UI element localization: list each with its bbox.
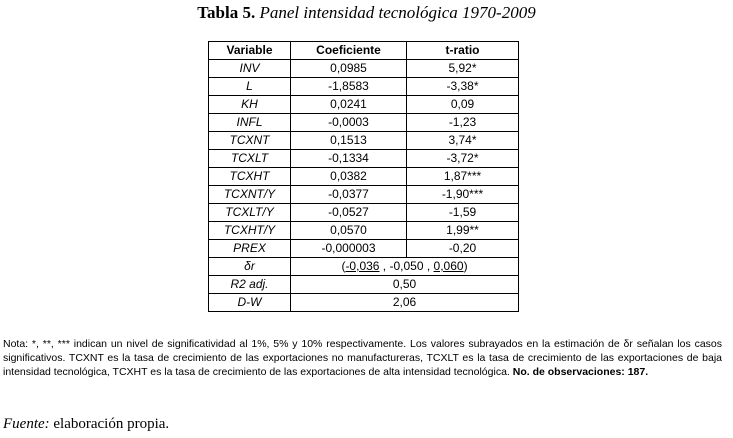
header-variable: Variable [209, 42, 291, 60]
table-row [209, 132, 519, 150]
row-t-ratio: 1,87*** [407, 168, 519, 186]
row-variable: INV [209, 60, 291, 78]
row-coefficient: 0,0570 [291, 222, 407, 240]
table-row [209, 222, 519, 240]
row-coefficient: 0,0985 [291, 60, 407, 78]
row-coefficient: -0,0377 [291, 186, 407, 204]
row-t-ratio: -3,38* [407, 78, 519, 96]
header-coeficiente: Coeficiente [291, 42, 407, 60]
r2-label: R2 adj. [209, 276, 291, 294]
table-row [209, 60, 519, 78]
table-note [3, 337, 722, 379]
row-variable: TCXNT [209, 132, 291, 150]
row-coefficient: -0,0003 [291, 114, 407, 132]
table-row [209, 168, 519, 186]
delta-values: (-0,036 , -0,050 , 0,060) [291, 258, 519, 276]
source-text: elaboración propia. [53, 416, 170, 432]
table-row [209, 186, 519, 204]
row-variable: KH [209, 96, 291, 114]
table-row [209, 78, 519, 96]
row-variable: TCXHT [209, 168, 291, 186]
table-row [209, 114, 519, 132]
row-coefficient: 0,0241 [291, 96, 407, 114]
delta-value: -0,050 [389, 259, 424, 273]
dw-value: 2,06 [291, 294, 519, 312]
dw-row [209, 294, 519, 312]
row-variable: TCXLT/Y [209, 204, 291, 222]
row-variable: INFL [209, 114, 291, 132]
table-row [209, 204, 519, 222]
note-observations: No. de observaciones: 187. [512, 366, 649, 378]
delta-label: δr [209, 258, 291, 276]
row-coefficient: 0,0382 [291, 168, 407, 186]
delta-row [209, 258, 519, 276]
delta-value-significant: -0,036 [345, 259, 380, 273]
header-row [209, 42, 519, 60]
header-t-ratio: t-ratio [407, 42, 519, 60]
row-t-ratio: 5,92* [407, 60, 519, 78]
delta-value-significant: 0,060 [433, 259, 464, 273]
row-coefficient: -0,0527 [291, 204, 407, 222]
source-label: Fuente: [3, 416, 50, 432]
row-variable: TCXNT/Y [209, 186, 291, 204]
row-variable: PREX [209, 240, 291, 258]
r2-row [209, 276, 519, 294]
table-number: Tabla 5. [197, 3, 256, 22]
table-row [209, 96, 519, 114]
table-title [0, 3, 733, 23]
row-t-ratio: 0,09 [407, 96, 519, 114]
source-line [3, 416, 169, 433]
table-row [209, 150, 519, 168]
row-t-ratio: -3,72* [407, 150, 519, 168]
row-variable: TCXHT/Y [209, 222, 291, 240]
dw-label: D-W [209, 294, 291, 312]
row-t-ratio: -0,20 [407, 240, 519, 258]
row-variable: L [209, 78, 291, 96]
row-t-ratio: -1,90*** [407, 186, 519, 204]
row-t-ratio: 1,99** [407, 222, 519, 240]
row-coefficient: -0,1334 [291, 150, 407, 168]
row-variable: TCXLT [209, 150, 291, 168]
row-coefficient: -1,8583 [291, 78, 407, 96]
table-row [209, 240, 519, 258]
table-caption: Panel intensidad tecnológica 1970-2009 [259, 3, 536, 22]
row-coefficient: 0,1513 [291, 132, 407, 150]
results-table [208, 41, 519, 312]
row-t-ratio: -1,59 [407, 204, 519, 222]
note-text: Nota: *, **, *** indican un nivel de significatividad al 1%, 5% y 10% respectivamente. Los valores subrayados en la estimación de δr señalan los casos significativos. TCXNT es la tasa de crecimiento de las exportaciones no manufactureras, TCXLT es la tasa de crecimiento de las exportaciones de baja intensidad tecnológica, TCXHT es la tasa de crecimiento de las exportaciones de alta intensidad tecnológica. [3, 338, 722, 378]
row-t-ratio: 3,74* [407, 132, 519, 150]
row-t-ratio: -1,23 [407, 114, 519, 132]
row-coefficient: -0,000003 [291, 240, 407, 258]
r2-value: 0,50 [291, 276, 519, 294]
